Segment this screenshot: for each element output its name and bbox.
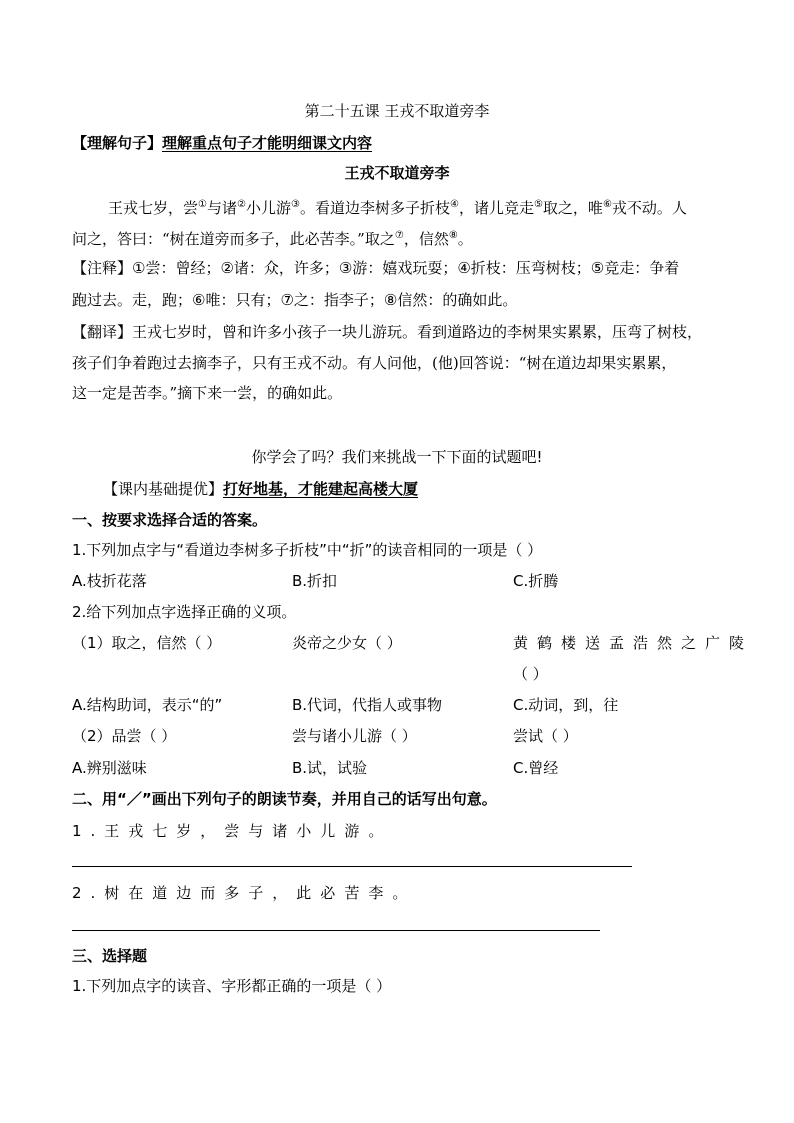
q1-option-c: C.折腾: [513, 572, 559, 590]
answer-line-1: [72, 866, 632, 867]
passage-title: 王戎不取道旁李: [344, 164, 450, 182]
q2-opts1-a: A.结构助词，表示“的”: [72, 696, 223, 714]
translation-line-1: 【翻译】王戎七岁时，曾和许多小孩子一块儿游玩。看到道路边的李树果实累累，压弯了树枝，: [72, 323, 703, 341]
challenge-text: 你学会了吗？我们来挑战一下下面的试题吧!: [251, 448, 543, 466]
q1-option-a: A.枝折花落: [72, 572, 147, 590]
q2-group1-item3: 黄鹤楼送孟浩然之广陵: [513, 634, 754, 652]
section1-heading: 一、按要求选择合适的答案。: [72, 511, 268, 529]
q1-stem: 1.下列加点字与“看道边李树多子折枝”中“折”的读音相同的一项是（ ）: [72, 541, 543, 559]
section3-heading: 三、选择题: [72, 947, 148, 965]
notes-line-1: 【注释】①尝：曾经；②诸：众，许多；③游：嬉戏玩耍；④折枝：压弯树枝；⑤竞走：争着: [72, 259, 680, 277]
understand-text: 理解重点句子才能明细课文内容: [162, 134, 373, 152]
q2-group2-item2: 尝与诸小儿游（ ）: [292, 727, 417, 745]
understand-tag: 【理解句子】: [72, 134, 163, 152]
q2-group2-item3: 尝试（ ）: [513, 727, 578, 745]
answer-line-2: [72, 930, 600, 931]
section2-sentence-1: 1.王戎七岁，尝与诸小儿游。: [72, 822, 393, 840]
q2-opts1-c: C.动词，到，往: [513, 696, 619, 714]
note-marker: ⑥: [602, 199, 612, 210]
note-marker: ⑦: [394, 230, 404, 241]
q2-group1-item1: （1）取之，信然（ ）: [72, 634, 222, 652]
q2-opts1-b: B.代词，代指人或事物: [292, 696, 443, 714]
note-marker: ⑧: [448, 230, 458, 241]
understand-line: [72, 133, 372, 153]
note-marker: ③: [290, 199, 300, 210]
section2-heading: 二、用“／”画出下列句子的朗读节奏，并用自己的话写出句意。: [72, 790, 497, 808]
section3-q1: 1.下列加点字的读音、字形都正确的一项是（ ）: [72, 977, 392, 995]
q2-group1-item2: 炎帝之少女（ ）: [292, 634, 402, 652]
q1-option-b: B.折扣: [292, 572, 338, 590]
passage-line-1: 王戎七岁，尝①与诸②小儿游③。看道边李树多子折枝④，诸儿竞走⑤取之，唯⑥戎不动。人: [108, 199, 687, 217]
lesson-title: 第二十五课 王戎不取道旁李: [304, 102, 490, 120]
basic-tag: 【课内基础提优】: [103, 480, 224, 498]
q2-group1-item3-blank: （ ）: [513, 665, 548, 683]
q2-opts2-b: B.试，试验: [292, 759, 368, 777]
q2-opts2-a: A.辨别滋味: [72, 759, 147, 777]
q2-opts2-c: C.曾经: [513, 759, 559, 777]
basic-text: 打好地基，才能建起高楼大厦: [223, 480, 419, 498]
translation-line-2: 孩子们争着跑过去摘李子，只有王戎不动。有人问他，(他)回答说：“树在道边却果实累累，: [72, 354, 677, 372]
q2-group2-item1: （2）品尝（ ）: [72, 727, 177, 745]
translation-line-3: 这一定是苦李。”摘下来一尝，的确如此。: [72, 384, 343, 402]
note-marker: ④: [449, 199, 459, 210]
note-marker: ⑤: [533, 199, 543, 210]
note-marker: ①: [198, 199, 207, 210]
q2-stem: 2.给下列加点字选择正确的义项。: [72, 603, 297, 621]
passage-line-2: 问之，答曰：“树在道旁而多子，此必苦李。”取之⑦，信然⑧。: [72, 230, 473, 248]
section2-sentence-2: 2.树在道边而多子，此必苦李。: [72, 884, 417, 902]
notes-line-2: 跑过去。走，跑；⑥唯：只有；⑦之：指李子；⑧信然：的确如此。: [72, 291, 518, 309]
note-marker: ②: [237, 199, 246, 210]
basic-line: [103, 479, 418, 499]
